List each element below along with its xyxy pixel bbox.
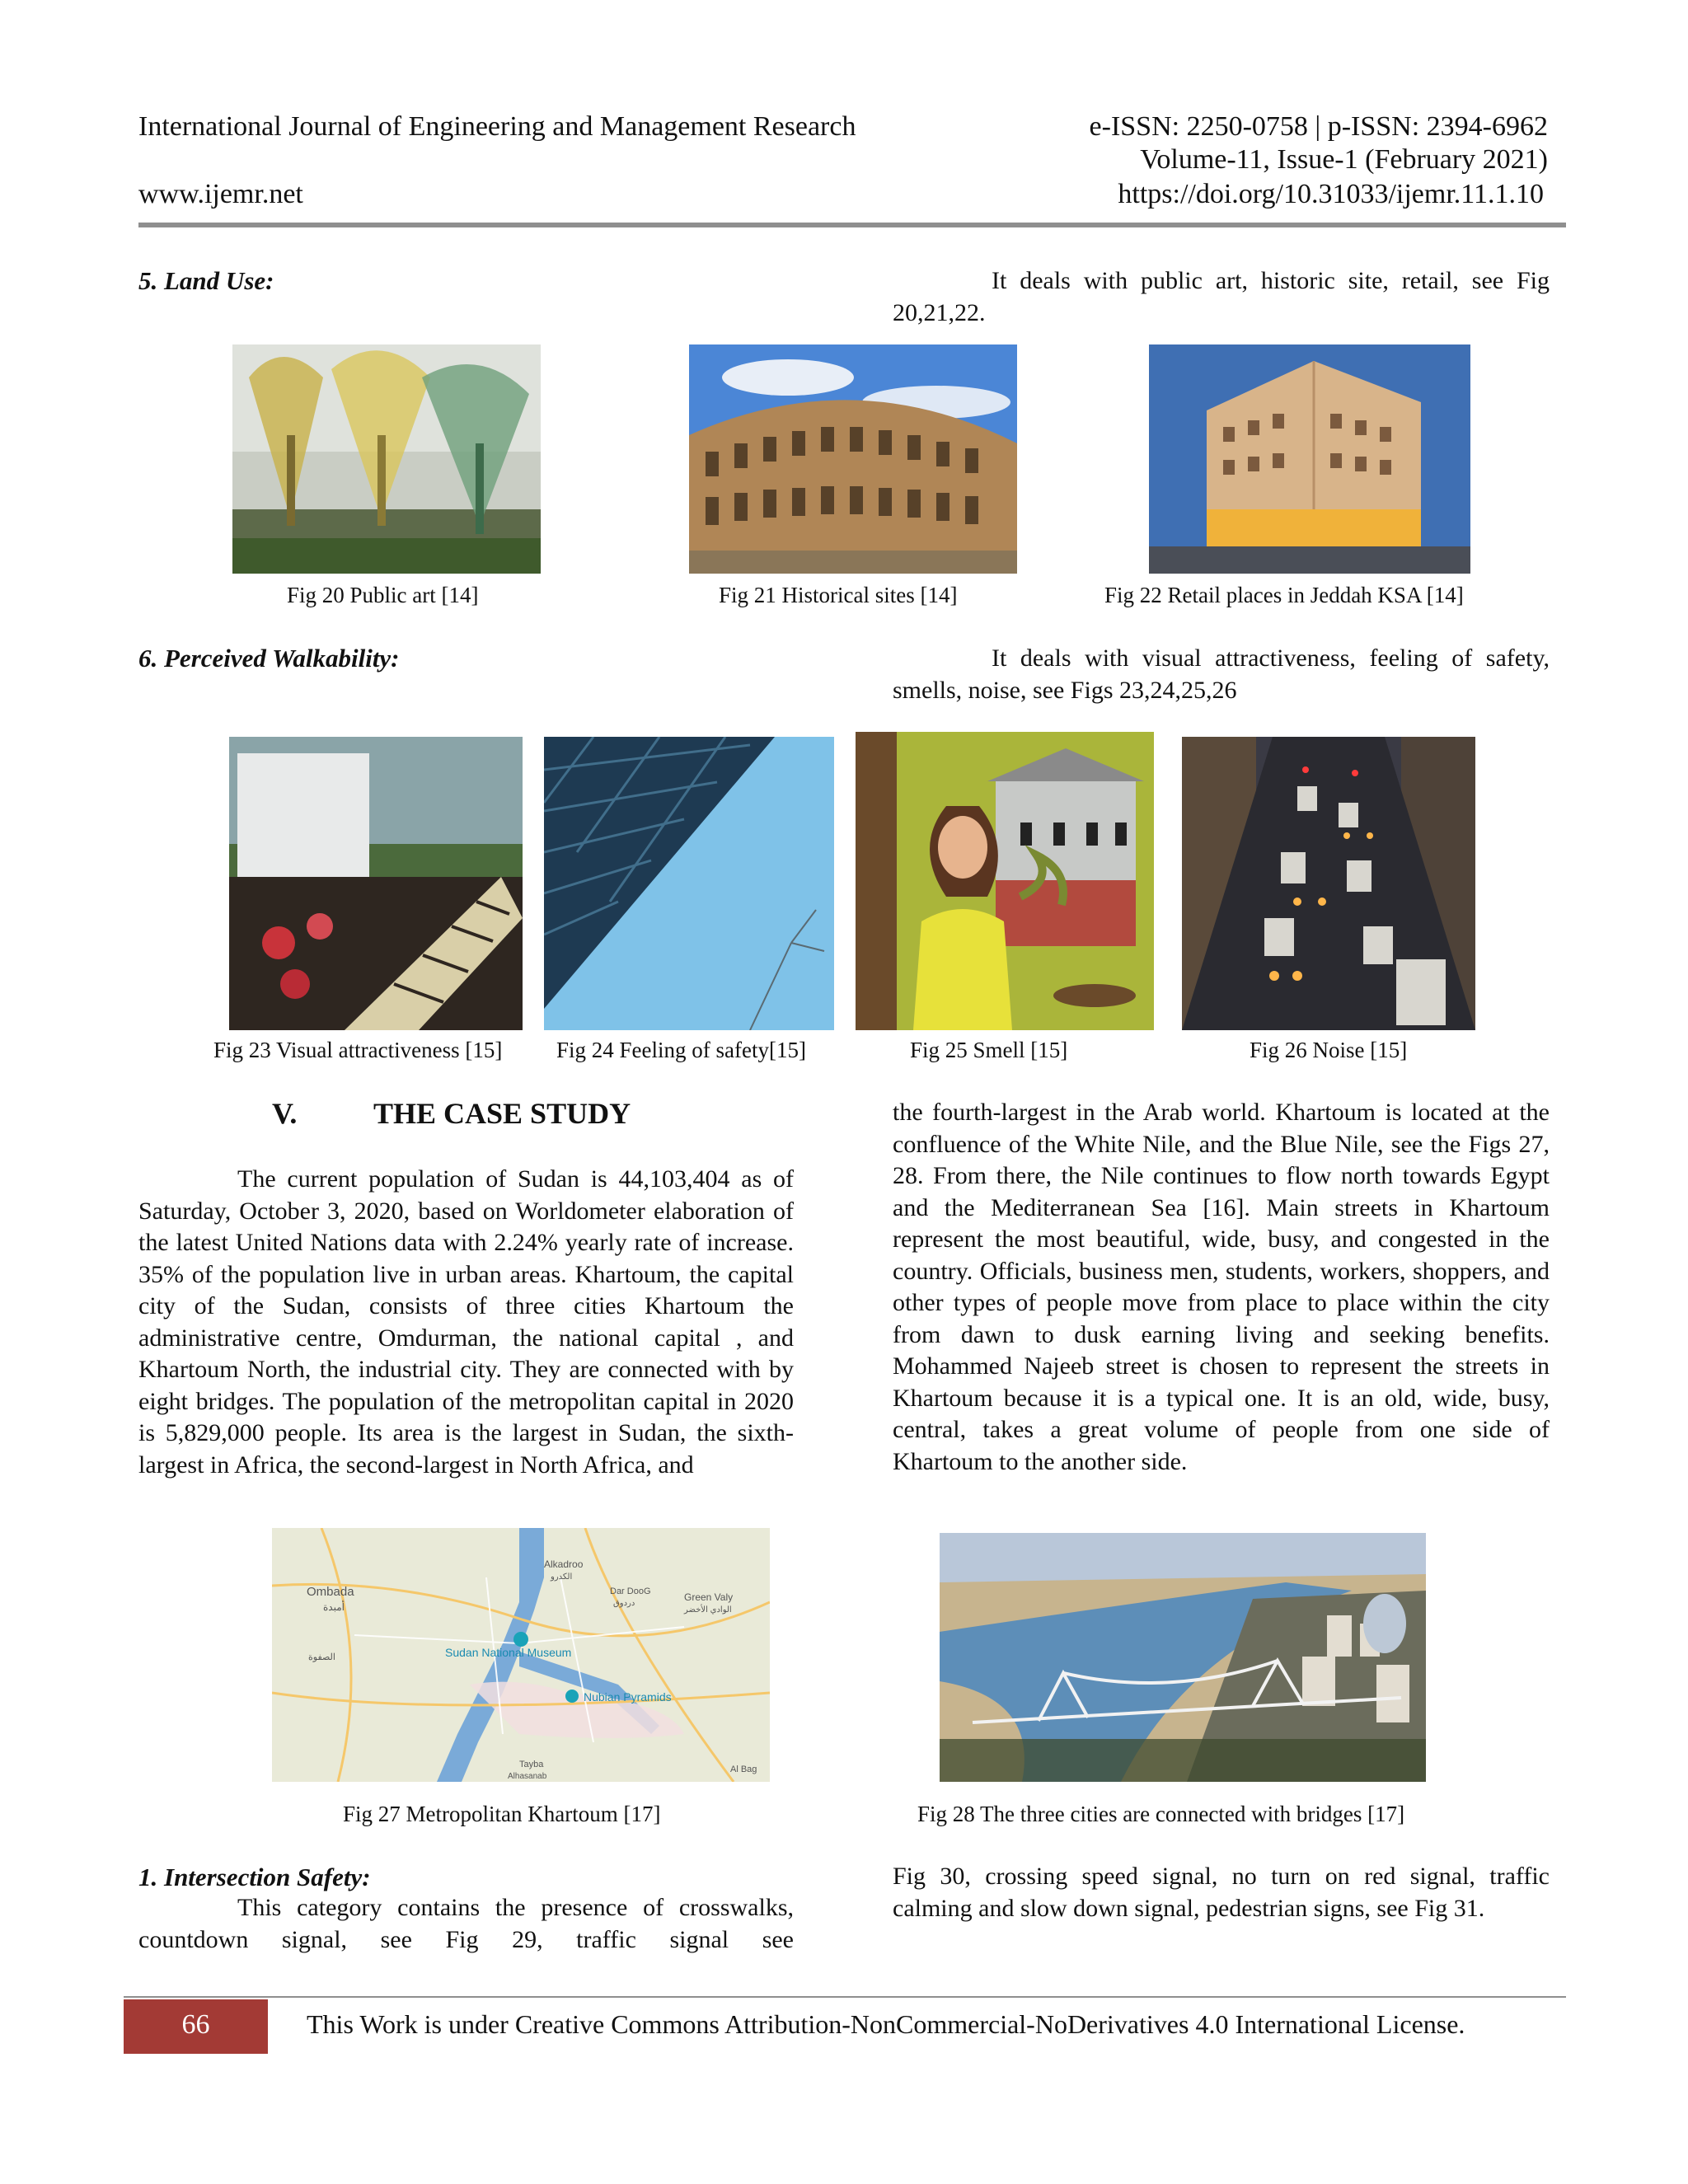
map-label-ombada: Ombada — [307, 1585, 354, 1599]
map-label-dardoog-ar: دردوق — [613, 1599, 635, 1608]
map-label-alkadroo-ar: الكدرو — [551, 1572, 573, 1582]
license-text: This Work is under Creative Commons Attribution-NonCommercial-NoDerivatives 4.0 International License. — [307, 2009, 1465, 2039]
map-label-dardoog: Dar DooG — [610, 1586, 651, 1596]
visual-attractiveness-image — [229, 737, 523, 1030]
map-label-museum: Sudan National Museum — [445, 1646, 572, 1659]
fig23-caption: Fig 23 Visual attractiveness [15] — [213, 1038, 503, 1062]
historical-site-image — [689, 344, 1017, 574]
fig21-caption: Fig 21 Historical sites [14] — [719, 583, 958, 607]
header-rule — [138, 223, 1566, 227]
map-label-left-ar: الصفوة — [308, 1652, 335, 1662]
intersection-right-paragraph: Fig 30, crossing speed signal, no turn on red signal, traffic calming and slow down signal, pedestrian signs, see Fig 31. — [893, 1863, 1550, 1922]
map-label-greenvaly: Green Valy — [684, 1591, 734, 1603]
smell-illustration-image — [856, 732, 1154, 1030]
journal-title: International Journal of Engineering and Management Research — [138, 111, 856, 142]
section-heading-land-use: 5. Land Use: — [138, 266, 274, 295]
case-study-left-paragraph: The current population of Sudan is 44,103,404 as of Saturday, October 3, 2020, based on Worldometer elaboration of the latest United Nations data with 2.24% yearly rate of increase. 35% of the population live in urban areas. Khartoum, the capital city of the Sudan, consists of three cities Khartoum the administrative centre, Omdurman, the national capital , and Khartoum North, the industrial city. They are connected with by eight bridges. The population of the metropolitan capital in 2020 is 5,829,000 people. Its area is the largest in Sudan, the sixth-largest in Africa, the second-largest in North Africa, and — [138, 1165, 794, 1479]
section-heading-walkability: 6. Perceived Walkability: — [138, 644, 400, 673]
map-label-tayba: Tayba — [519, 1760, 544, 1769]
map-label-pyramids: Nubian Pyramids — [584, 1690, 672, 1704]
volume-issue: Volume-11, Issue-1 (February 2021) — [1140, 144, 1548, 175]
doi-link[interactable]: https://doi.org/10.31033/ijemr.11.1.10 — [1118, 179, 1544, 209]
public-art-image — [232, 344, 541, 574]
khartoum-map-image — [272, 1528, 770, 1782]
section-heading-intersection-safety: 1. Intersection Safety: — [138, 1863, 371, 1891]
issn: e-ISSN: 2250-0758 | p-ISSN: 2394-6962 — [1089, 111, 1548, 142]
fig27-caption: Fig 27 Metropolitan Khartoum [17] — [343, 1802, 661, 1826]
page-number: 66 — [181, 2009, 210, 2040]
fig22-caption: Fig 22 Retail places in Jeddah KSA [14] — [1104, 583, 1464, 607]
fig28-caption: Fig 28 The three cities are connected with bridges [17] — [917, 1802, 1405, 1826]
map-label-alkadroo: Alkadroo — [544, 1558, 584, 1570]
fig24-caption: Fig 24 Feeling of safety[15] — [556, 1038, 806, 1062]
map-label-ombada-ar: أمبدة — [323, 1601, 345, 1613]
feeling-of-safety-image — [544, 737, 834, 1030]
land-use-text: It deals with public art, historic site, retail, see Fig 20,21,22. — [893, 267, 1550, 326]
fig25-caption: Fig 25 Smell [15] — [910, 1038, 1068, 1062]
website-link[interactable]: www.ijemr.net — [138, 179, 303, 209]
map-label-tayba2: Alhasanab — [508, 1772, 547, 1781]
map-label-albag: Al Bag — [730, 1765, 757, 1774]
noise-traffic-image — [1182, 737, 1475, 1030]
footer-rule — [124, 1996, 1566, 1998]
khartoum-bridges-image — [940, 1533, 1426, 1782]
case-study-right-paragraph: the fourth-largest in the Arab world. Khartoum is located at the confluence of the White Nile, and the Blue Nile, see the Figs 27, 28. From there, the Nile continues to flow north towards Egypt and the Mediterranean Sea [16]. Main streets in Khartoum represent the most beautiful, wide, busy, and congested in the country. Officials, business men, students, workers, shoppers, and other types of people move from place to place within the city from dawn to dusk earning living and seeking benefits. Mohammed Najeeb street is chosen to represent the streets in Khartoum because it is a typical one. It is an old, wide, busy, central, takes a great volume of people from one side of Khartoum to the another side. — [893, 1099, 1550, 1475]
retail-places-image — [1149, 344, 1470, 574]
fig20-caption: Fig 20 Public art [14] — [287, 583, 479, 607]
walkability-text: It deals with visual attractiveness, feeling of safety, smells, noise, see Figs 23,24,25,26 — [893, 644, 1550, 704]
fig26-caption: Fig 26 Noise [15] — [1250, 1038, 1408, 1062]
section-number: V. — [272, 1097, 298, 1130]
intersection-left-paragraph: This category contains the presence of crosswalks, countdown signal, see Fig 29, traffic signal see — [138, 1894, 794, 1953]
map-label-greenvaly-ar: الوادي الأخضر — [684, 1605, 732, 1615]
section-title: THE CASE STUDY — [373, 1097, 631, 1130]
